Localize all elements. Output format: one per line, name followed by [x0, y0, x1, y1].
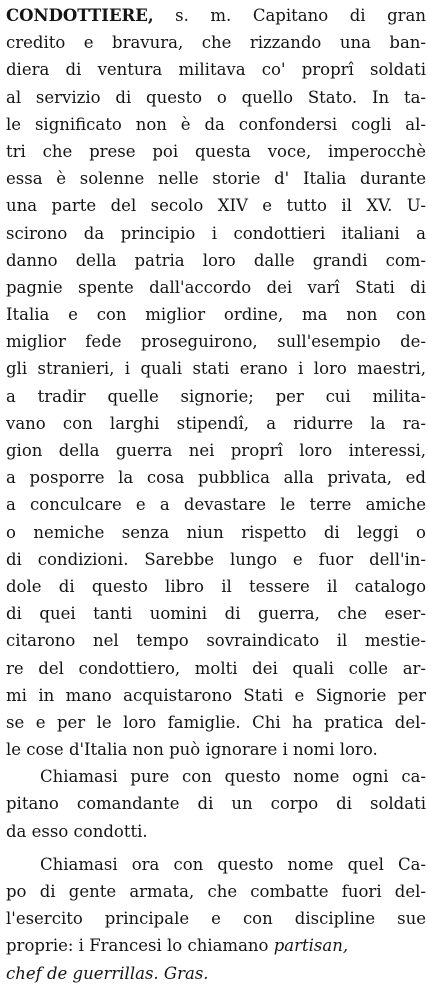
text-line: o nemiche senza niun rispetto di leggi o: [6, 522, 426, 542]
text-line: vano con larghi stipendî, a ridurre la ra-: [6, 413, 426, 433]
text-line: a tradir quelle signorie; per cui milita-: [6, 386, 426, 406]
text-line: a conculcare e a devastare le terre amiche: [6, 495, 426, 515]
text-line: gli stranieri, i quali stati erano i loro maestri,: [6, 359, 426, 379]
text-line: mi in mano acquistarono Stati e Signorie per: [6, 685, 426, 705]
text-line: danno della patria loro dalle grandi com-: [6, 250, 426, 270]
headword: CONDOTTIERE,: [6, 6, 154, 25]
text-line: po di gente armata, che combatte fuori del-: [6, 882, 426, 901]
text-line: Chiamasi pure con questo nome ogni ca-: [40, 767, 426, 787]
text-line: da esso condotti.: [6, 821, 148, 841]
text-line: di quei tanti uomini di guerra, che eser-: [6, 604, 426, 624]
text-line: dole di questo libro il tessere il catalogo: [6, 576, 426, 596]
italic-term-guerrillas: chef de guerrillas. Gras.: [6, 963, 209, 983]
text-line: tri che prese poi questa voce, imperocchè: [6, 141, 426, 161]
entry-condottiere: [6, 2, 426, 987]
entry-lead: s. m. Capitano di gran: [153, 6, 426, 25]
text-line: di condizioni. Sarebbe lungo e fuor dell'in-: [6, 549, 426, 569]
text-line: Chiamasi ora con questo nome quel Ca-: [40, 854, 426, 874]
italic-term-partisan: partisan,: [273, 936, 349, 956]
text-line: a posporre la cosa pubblica alla privata, ed: [6, 468, 426, 488]
text-line: pitano comandante di un corpo di soldati: [6, 794, 426, 814]
text-run: proprie: i Francesi lo chiamano: [6, 936, 274, 956]
text-line: al servizio di questo o quello Stato. In ta-: [6, 87, 426, 107]
text-line: scirono da principio i condottieri italiani a: [6, 223, 426, 243]
text-line: essa è solenne nelle storie d' Italia durante: [6, 169, 426, 189]
text-line: miglior fede proseguirono, sull'esempio de-: [6, 332, 426, 352]
text-line: l'esercito principale e con discipline sue: [6, 909, 426, 929]
text-line: re del condottiero, molti dei quali colle ar-: [6, 658, 426, 678]
text-line: [6, 932, 426, 959]
text-line: una parte del secolo XIV e tutto il XV. U-: [6, 196, 426, 216]
text-line: se e per le loro famiglie. Chi ha pratica del-: [6, 712, 426, 732]
text-line: Italia e con miglior ordine, ma non con: [6, 305, 426, 325]
text-line: le significato non è da confondersi cogli al-: [6, 114, 426, 134]
text-line: credito e bravura, che rizzando una ban-: [6, 33, 426, 53]
text-line: pagnie spente dall'accordo dei varî Stati di: [6, 277, 426, 297]
text-line: citarono nel tempo sovraindicato il mestie-: [6, 631, 426, 651]
text-line: [6, 2, 426, 29]
text-line: diera di ventura militava co' proprî soldati: [6, 60, 426, 80]
text-line: gion della guerra nei proprî loro interessi,: [6, 441, 426, 460]
text-line: le cose d'Italia non può ignorare i nomi loro.: [6, 740, 378, 760]
